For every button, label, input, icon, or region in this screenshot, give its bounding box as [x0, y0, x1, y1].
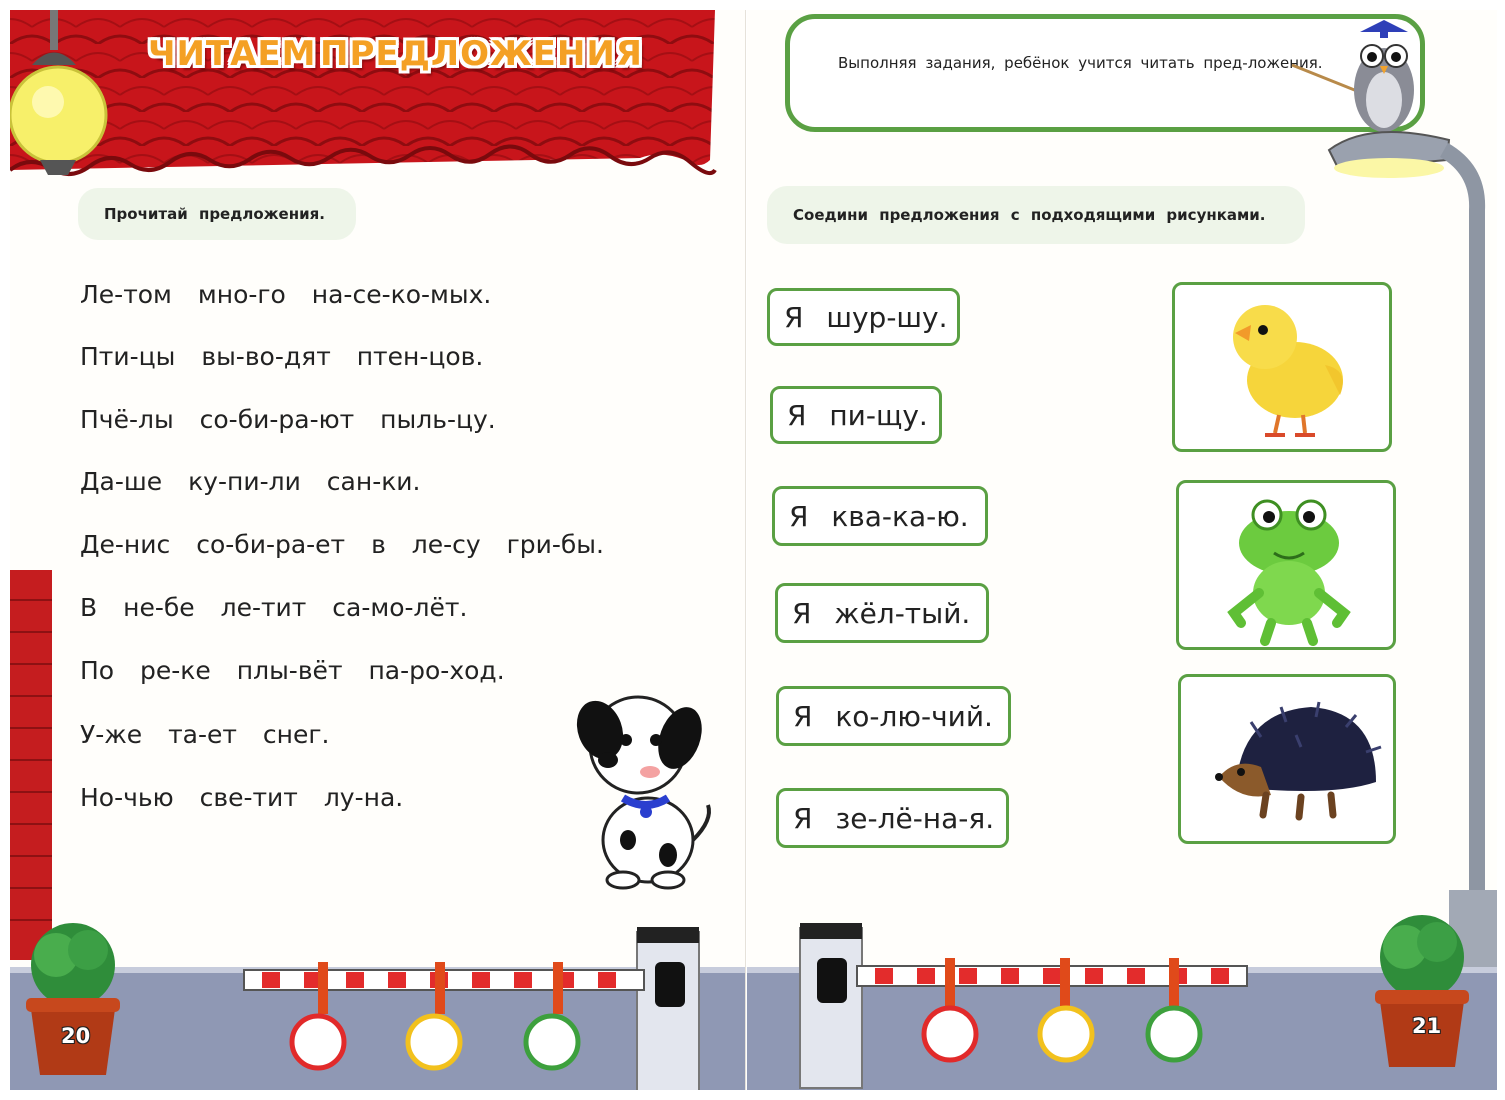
- color-circle-red[interactable]: [288, 1012, 348, 1072]
- sentence-5: Де-нис со-би-ра-ет в ле-су гри-бы.: [80, 530, 604, 559]
- picture-box-chick[interactable]: [1172, 282, 1392, 452]
- color-circle-red-right[interactable]: [920, 1004, 980, 1064]
- match-sentence-3[interactable]: Я ква-ка-ю.: [772, 486, 988, 546]
- page-number-left: 20: [61, 1024, 91, 1048]
- hedgehog-icon: [1181, 677, 1399, 847]
- instruction-read-sentences: Прочитай предложения.: [78, 188, 356, 240]
- match-sentence-5[interactable]: Я ко-лю-чий.: [776, 686, 1011, 746]
- street-lamp-illustration: [10, 10, 120, 185]
- potted-bush-illustration-right: [1367, 902, 1477, 1072]
- sentence-9: Но-чью све-тит лу-на.: [80, 783, 404, 812]
- dalmatian-puppy-illustration: [568, 690, 718, 890]
- page-number-right: 21: [1412, 1014, 1442, 1038]
- match-sentence-2[interactable]: Я пи-щу.: [770, 386, 942, 444]
- sentence-3: Пчё-лы со-би-ра-ют пыль-цу.: [80, 405, 496, 434]
- match-sentence-4[interactable]: Я жёл-тый.: [775, 583, 989, 643]
- match-sentence-1[interactable]: Я шур-шу.: [767, 288, 960, 346]
- left-page: [10, 10, 746, 1090]
- sentence-6: В не-бе ле-тит са-мо-лёт.: [80, 593, 468, 622]
- parent-note-text: Выполняя задания, ребёнок учится читать пред-ложения.: [838, 54, 1323, 72]
- title-word-1: ЧИТАЕМ: [148, 34, 317, 74]
- match-sentence-6[interactable]: Я зе-лё-на-я.: [776, 788, 1009, 848]
- color-circle-yellow[interactable]: [404, 1012, 464, 1072]
- color-circle-green-right[interactable]: [1144, 1004, 1204, 1064]
- sentence-4: Да-ше ку-пи-ли сан-ки.: [80, 467, 421, 496]
- picture-box-frog[interactable]: [1176, 480, 1396, 650]
- right-page: [747, 10, 1497, 1090]
- instruction-match-sentences: Соедини предложения с подходящими рисунками.: [767, 186, 1305, 244]
- potted-bush-illustration: [18, 910, 128, 1080]
- sentence-8: У-же та-ет снег.: [80, 720, 330, 749]
- sentence-7: По ре-ке плы-вёт па-ро-ход.: [80, 656, 505, 685]
- color-circle-green[interactable]: [522, 1012, 582, 1072]
- brick-wall-illustration: [10, 570, 52, 960]
- sentence-2: Пти-цы вы-во-дят птен-цов.: [80, 342, 484, 371]
- color-circle-yellow-right[interactable]: [1036, 1004, 1096, 1064]
- sentence-1: Ле-том мно-го на-се-ко-мых.: [80, 280, 492, 309]
- frog-icon: [1179, 483, 1399, 653]
- title-word-2: ПРЕДЛОЖЕНИЯ: [320, 34, 643, 74]
- chick-icon: [1175, 285, 1395, 455]
- picture-box-hedgehog[interactable]: [1178, 674, 1396, 844]
